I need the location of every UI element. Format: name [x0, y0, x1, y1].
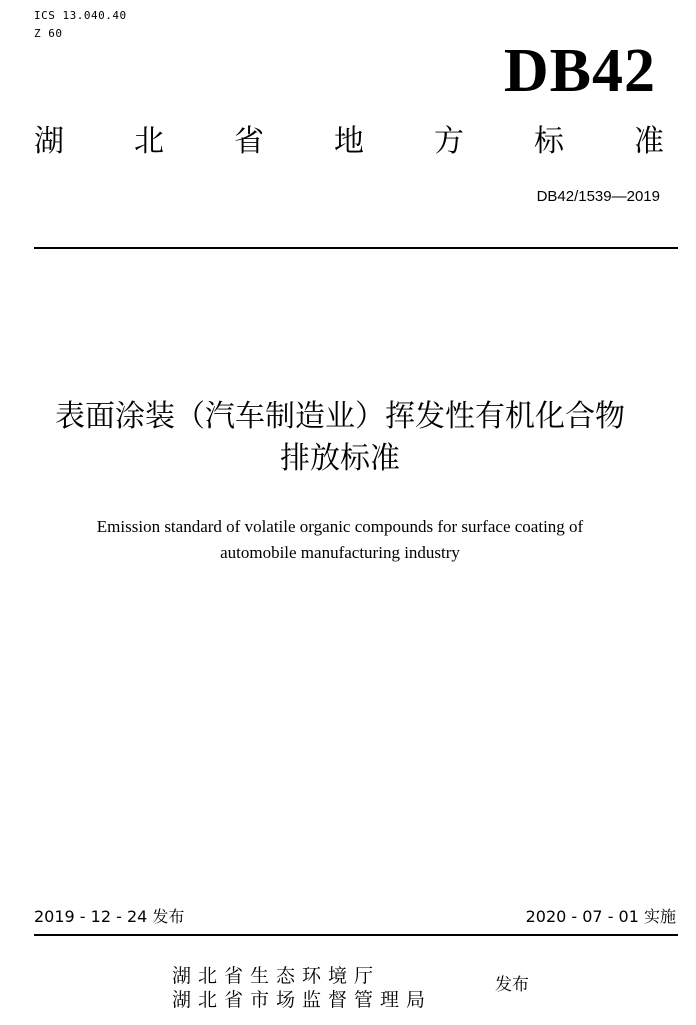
title-char: 北	[134, 124, 164, 159]
issue-date: 2019 - 12 - 24 发布	[34, 907, 185, 926]
ics-code: ICS 13.040.40	[34, 9, 127, 22]
title-en-line: Emission standard of volatile organic compounds for surface coating of	[96, 517, 584, 536]
issuer-name: 湖北省生态环境厅	[172, 965, 381, 987]
ccs-code: Z 60	[34, 27, 63, 40]
standard-logo: DB42	[503, 37, 656, 105]
standard-type-title	[34, 120, 664, 164]
issuer-name: 湖北省市场监督管理局	[172, 989, 433, 1011]
title-char: 湖	[34, 124, 64, 159]
publish-label: 发布	[495, 975, 529, 995]
title-cn-line: 排放标准	[280, 441, 400, 476]
bottom-divider	[34, 934, 678, 936]
title-char: 标	[534, 124, 564, 159]
title-char: 省	[234, 124, 264, 159]
title-char: 方	[434, 124, 464, 159]
title-en-line: automobile manufacturing industry	[220, 543, 460, 562]
standard-number: DB42/1539—2019	[536, 188, 660, 205]
title-char: 地	[334, 124, 364, 159]
implementation-date: 2020 - 07 - 01 实施	[525, 907, 676, 926]
title-char: 准	[634, 124, 664, 159]
title-cn-line: 表面涂装（汽车制造业）挥发性有机化合物	[55, 399, 625, 434]
top-divider	[34, 247, 678, 249]
document-title-cn	[0, 396, 680, 480]
document-title-en	[0, 514, 680, 566]
